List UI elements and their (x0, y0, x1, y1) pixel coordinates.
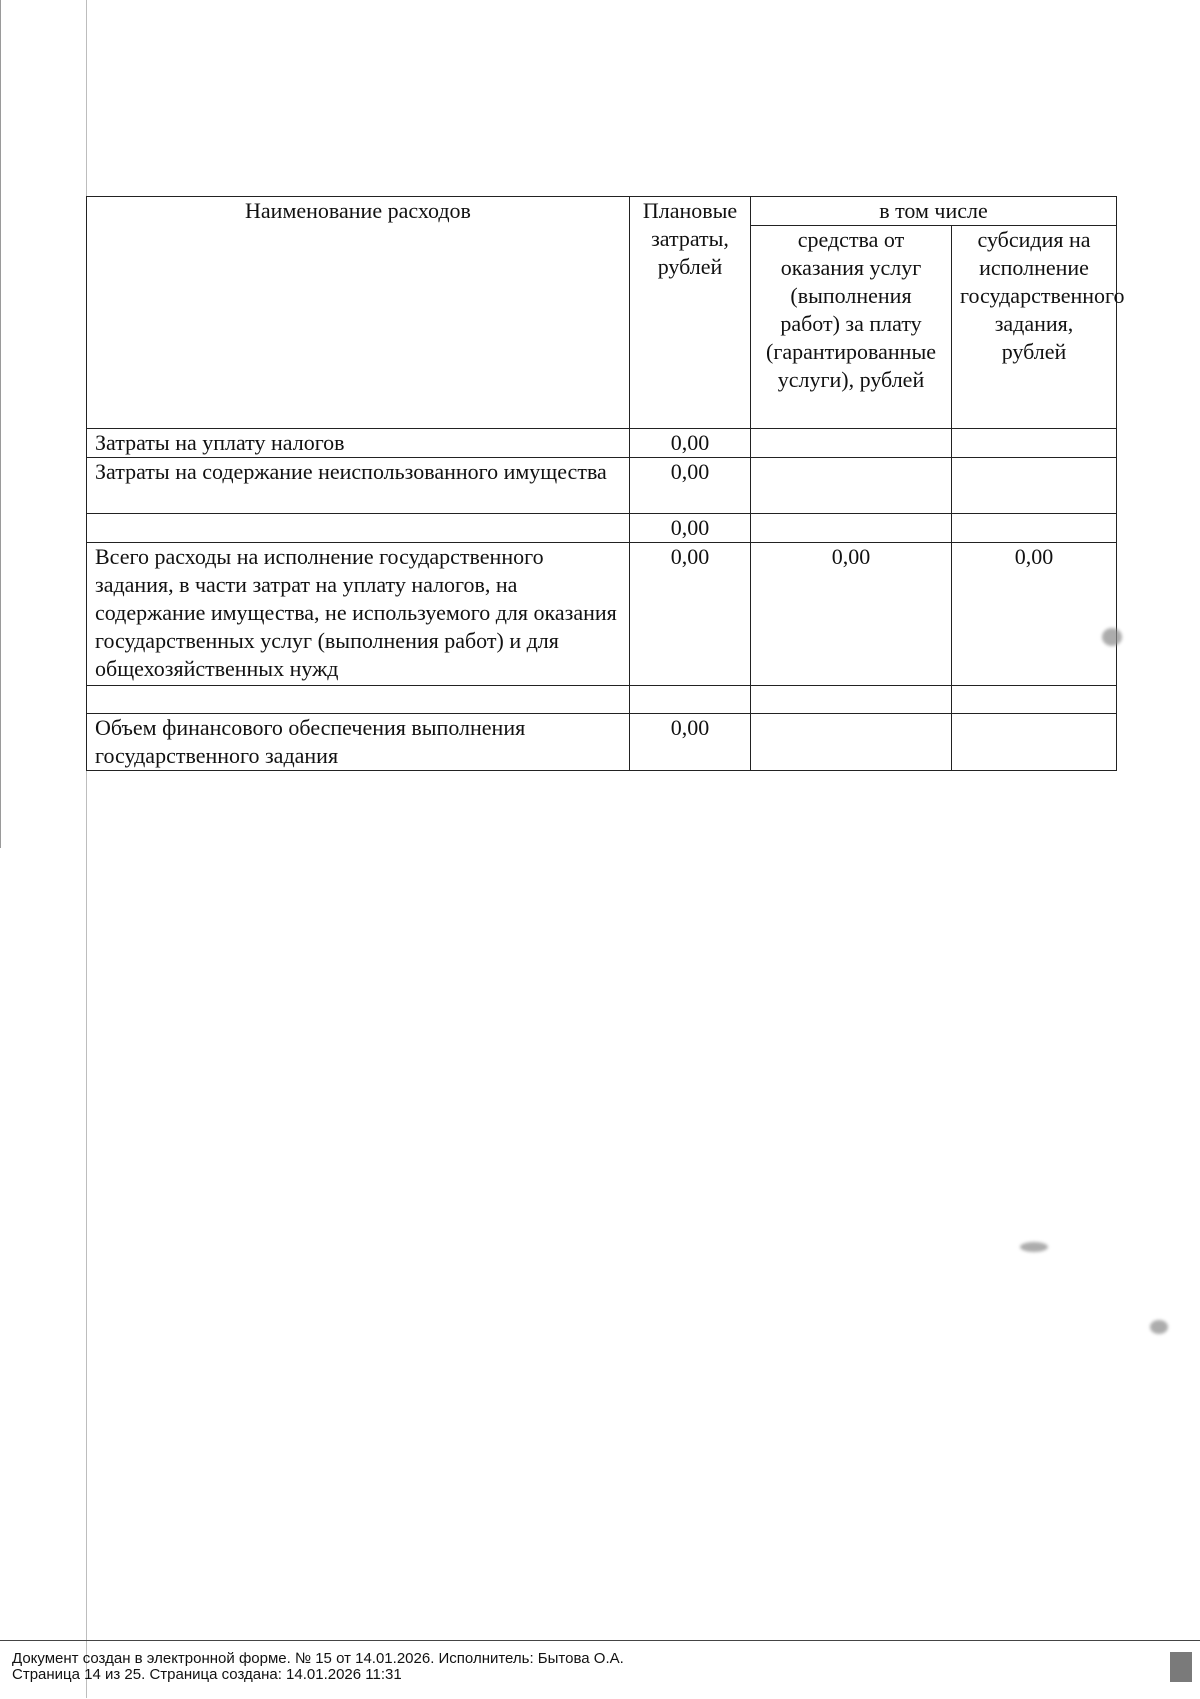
header-subsidy: субсидия на исполнение государственного задания, рублей (952, 226, 1117, 429)
header-planned-costs: Плановые затраты, рублей (630, 197, 751, 429)
row-paid (751, 429, 952, 458)
row-planned: 0,00 (630, 514, 751, 543)
row-name: Затраты на содержание неиспользованного имущества (87, 458, 630, 514)
row-paid (751, 514, 952, 543)
row-name: Всего расходы на исполнение государственного задания, в части затрат на уплату налогов, на содержание имущества, не используемого для оказания государственных услуг (выполнения работ) и для общехозяйственных нужд (87, 543, 630, 686)
table-row (87, 543, 1117, 686)
row-paid (751, 686, 952, 714)
row-name: Затраты на уплату налогов (87, 429, 630, 458)
scan-blot (1102, 628, 1122, 646)
row-subsidy (952, 458, 1117, 514)
expenses-table (86, 196, 1125, 771)
row-planned: 0,00 (630, 714, 751, 771)
row-paid (751, 714, 952, 771)
row-planned: 0,00 (630, 429, 751, 458)
header-expense-name: Наименование расходов (87, 197, 630, 429)
row-paid: 0,00 (751, 543, 952, 686)
scan-edge-line (0, 0, 1, 848)
scan-blot (1150, 1320, 1168, 1334)
footer-document-info: Документ создан в электронной форме. № 15 от 14.01.2026. Исполнитель: Бытова О.А. (12, 1650, 624, 1667)
row-subsidy: 0,00 (952, 543, 1117, 686)
table-row (87, 514, 1117, 543)
table-header-row-1 (87, 197, 1117, 226)
row-planned: 0,00 (630, 458, 751, 514)
header-including: в том числе (751, 197, 1117, 226)
barcode-icon (1170, 1652, 1192, 1682)
row-subsidy (952, 514, 1117, 543)
row-planned: 0,00 (630, 543, 751, 686)
table-row (87, 714, 1117, 771)
header-paid-services: средства от оказания услуг (выполнения работ) за плату (гарантированные услуги), рублей (751, 226, 952, 429)
table-row (87, 686, 1117, 714)
row-subsidy (952, 714, 1117, 771)
row-planned (630, 686, 751, 714)
row-paid (751, 458, 952, 514)
row-name (87, 514, 630, 543)
row-subsidy (952, 429, 1117, 458)
scan-blot (1020, 1242, 1048, 1252)
row-name: Объем финансового обеспечения выполнения государственного задания (87, 714, 630, 771)
footer-page-info: Страница 14 из 25. Страница создана: 14.01.2026 11:31 (12, 1666, 402, 1683)
row-name (87, 686, 630, 714)
table-row (87, 458, 1117, 514)
row-subsidy (952, 686, 1117, 714)
document-footer (0, 1640, 1200, 1699)
table-row (87, 429, 1117, 458)
